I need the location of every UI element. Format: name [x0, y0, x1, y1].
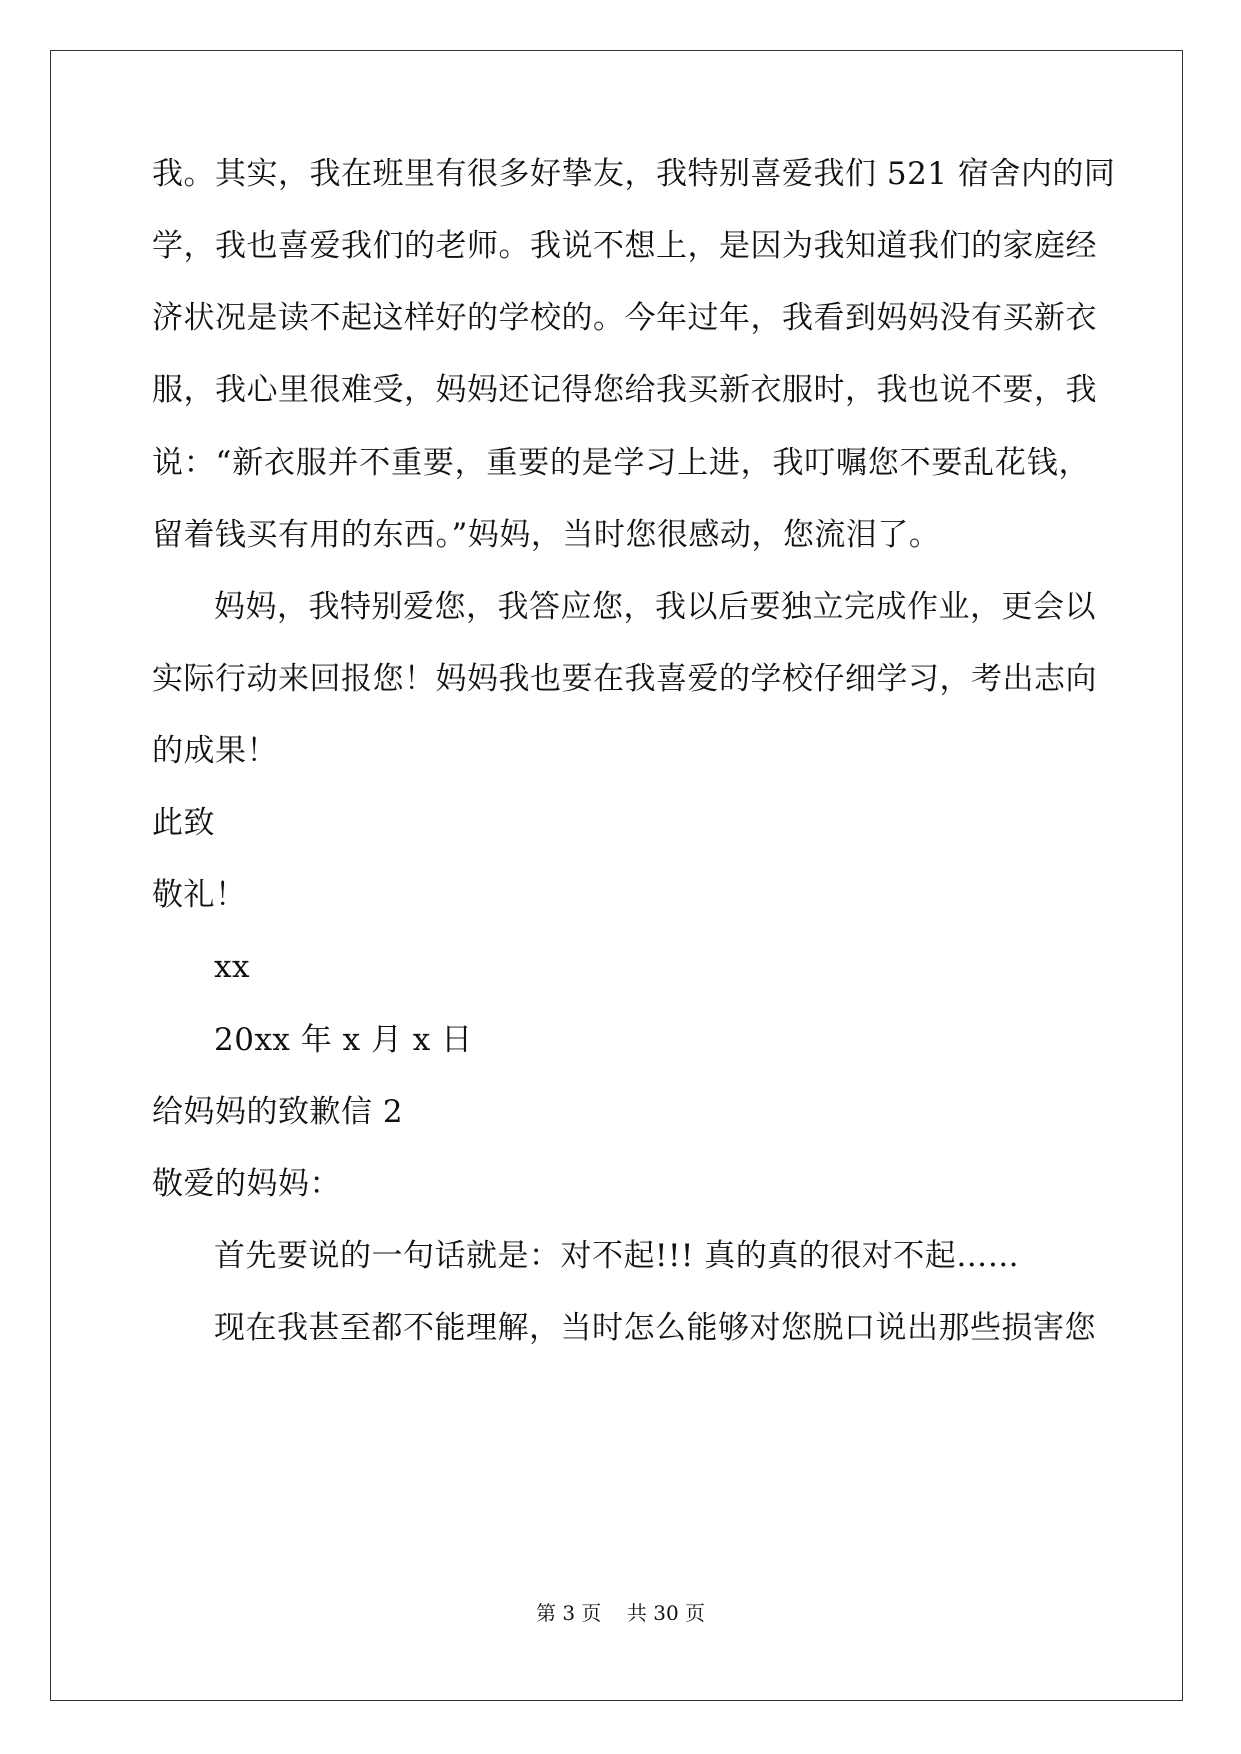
text-line: 实际行动来回报您！妈妈我也要在我喜爱的学校仔细学习，考出志向	[152, 661, 1097, 697]
text-line: 妈妈，我特别爱您，我答应您，我以后要独立完成作业，更会以	[214, 589, 1096, 625]
text-line: 说：“新衣服并不重要，重要的是学习上进，我叮嘱您不要乱花钱，	[152, 445, 1090, 481]
page-total: 共 30 页	[626, 1601, 706, 1625]
text-line: 济状况是读不起这样好的学校的。今年过年，我看到妈妈没有买新衣	[152, 300, 1097, 336]
date-line: 20xx 年 x 月 x 日	[214, 1022, 473, 1058]
page-number: 第 3 页	[535, 1601, 602, 1625]
text-line: 留着钱买有用的东西。”妈妈，当时您很感动，您流泪了。	[152, 517, 941, 553]
text-line: 服，我心里很难受，妈妈还记得您给我买新衣服时，我也说不要，我	[152, 372, 1097, 408]
page-footer	[0, 1600, 1241, 1626]
signature: xx	[214, 949, 250, 985]
section-title: 给妈妈的致歉信 2	[152, 1094, 404, 1130]
salutation-line: 敬礼！	[152, 877, 247, 913]
text-line: 首先要说的一句话就是：对不起!!! 真的真的很对不起……	[214, 1238, 1020, 1274]
text-line: 学，我也喜爱我们的老师。我说不想上，是因为我知道我们的家庭经	[152, 228, 1097, 264]
text-line: 现在我甚至都不能理解，当时怎么能够对您脱口说出那些损害您	[214, 1310, 1096, 1346]
text-line: 的成果！	[152, 733, 278, 769]
text-line: 我。其实，我在班里有很多好挚友，我特别喜爱我们 521 宿舍内的同	[152, 156, 1116, 192]
closing-line: 此致	[152, 805, 215, 841]
greeting-line: 敬爱的妈妈：	[152, 1166, 341, 1202]
